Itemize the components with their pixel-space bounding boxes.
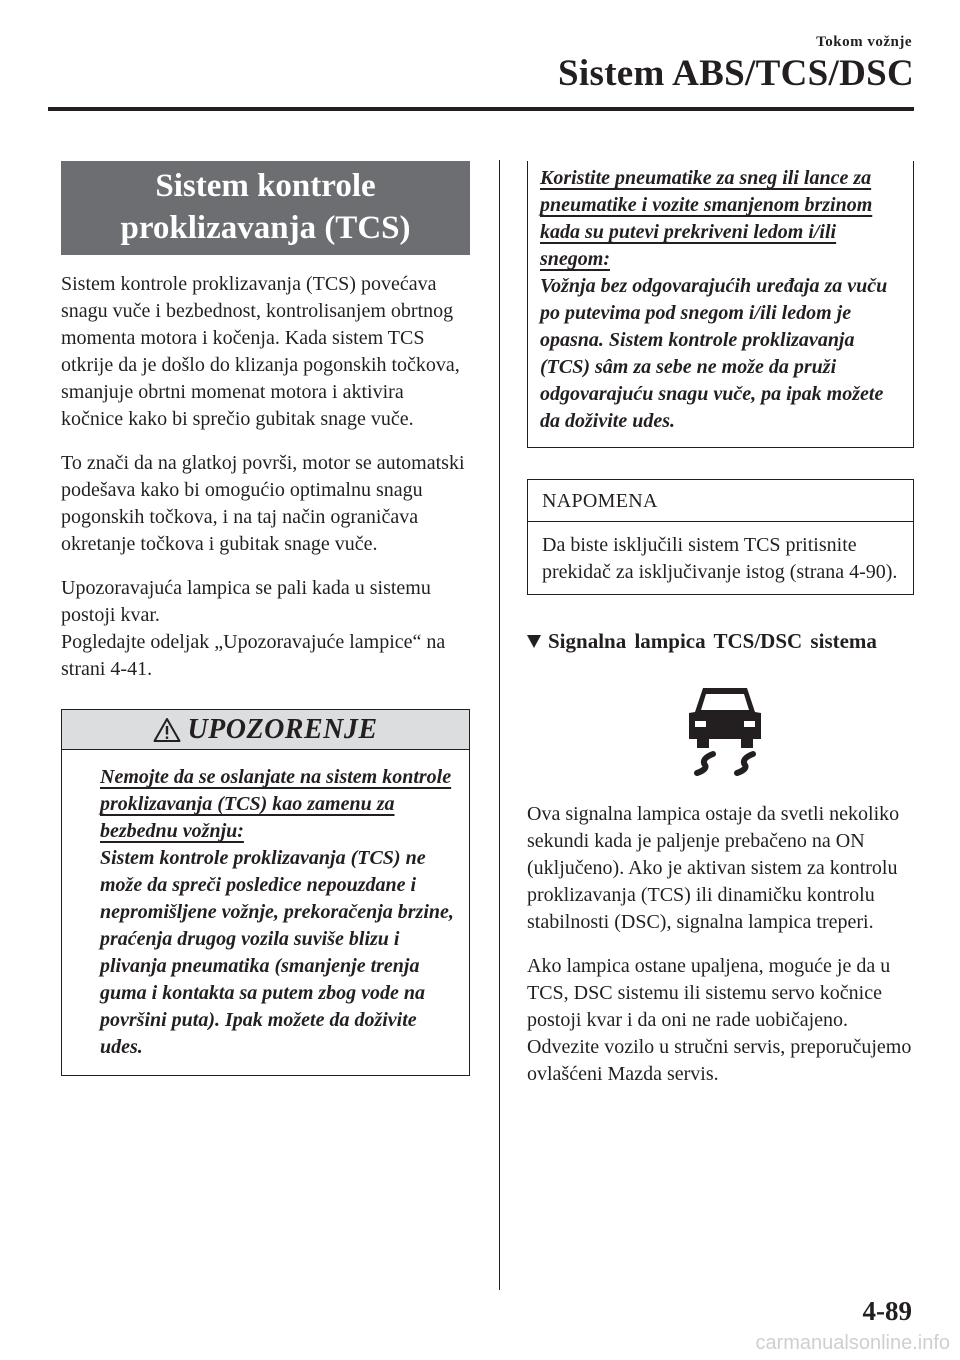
paragraph: Upozoravajuća lampica se pali kada u sistemu postoji kvar. Pogledajte odeljak „Upozoravajuće lampice“ na strani 4-41. [61,577,446,680]
page-number: 4-89 [862,1296,912,1326]
running-header-title: Sistem ABS/TCS/DSC [558,53,914,94]
column-divider [499,160,500,1290]
paragraph: Ako lampica ostane upaljena, moguće je da u TCS, DSC sistemu ili sistemu servo kočnice postoji kvar i da oni ne rade uobičajeno. Odvezite vozilo u stručni servis, preporučujemo ovlašćeni Mazda servis. [527,955,912,1085]
paragraph: Ova signalna lampica ostaje da svetli nekoliko sekundi kada je paljenje prebačeno na ON (uključeno). Ako je aktivan sistem za kontrolu proklizavanja (TCS) ili dinamičku kontrolu stabilnosti (DSC), signalna lampica treperi. [527,803,900,933]
left-column [61,161,470,1076]
triangle-bullet-icon [527,635,541,648]
warning-triangle-icon [153,717,181,743]
subheading: Signalna lampica TCS/DSC sistema [527,629,914,654]
warning-box [61,709,470,1076]
running-header-chapter: Tokom vožnje [816,34,912,50]
paragraph: Sistem kontrole proklizavanja (TCS) povećava snagu vuče i bezbednost, kontrolisanjem obrtnog momenta motora i kočenja. Kada sistem TCS otkrije da je došlo do klizanja pogonskih točkova, smanjuje obrtni momenat motora i aktivira kočnice kako bi sprečio gubitak snage vuče. [61,273,460,430]
warning-continuation: Koristite pneumatike za sneg ili lance za pneumatike i vozite smanjenom brzinom kada su putevi prekriveni ledom i/ili snegom: Vožnja bez odgovarajućih uređaja za vuču po putevima pod snegom i/ili ledom je opasna. Sistem kontrole proklizavanja (TCS) sâm za sebe ne može da pruži odgovarajuću snagu vuče, pa ipak možete da doživite udes. [527,161,914,448]
warning-text: Nemojte da se oslanjate na sistem kontrole proklizavanja (TCS) kao zamenu za bezbednu vožnju: Sistem kontrole proklizavanja (TCS) ne može da spreči posledice nepouzdane i nepromišljene vožnje, prekoračenja brzine, praćenja drugog vozila suviše blizu i plivanja pneumatika (smanjenje trenja guma i kontakta sa putem zbog vode na površini puta). Ipak možete da doživite udes. [100,766,454,1058]
warning-label: UPOZORENJE [187,713,378,745]
paragraph: To znači da na glatkoj površi, motor se automatski podešava kako bi omogućio optimalnu snagu pogonskih točkova, i na taj način ograničava okretanje točkova i gubitak snage vuče. [61,452,465,555]
note-text: Da biste isključili sistem TCS pritisnite prekidač za isključivanje istog (strana 4-90). [542,534,898,583]
tcs-dsc-skid-icon [675,676,775,776]
note-box [527,479,914,595]
section-title: Sistem kontrole proklizavanja (TCS) [61,161,470,255]
header-rule [48,107,914,111]
note-label: NAPOMENA [528,480,913,522]
watermark: carmanualsonline.info [755,1332,950,1354]
right-column [527,161,914,1088]
warning-header [62,709,469,750]
